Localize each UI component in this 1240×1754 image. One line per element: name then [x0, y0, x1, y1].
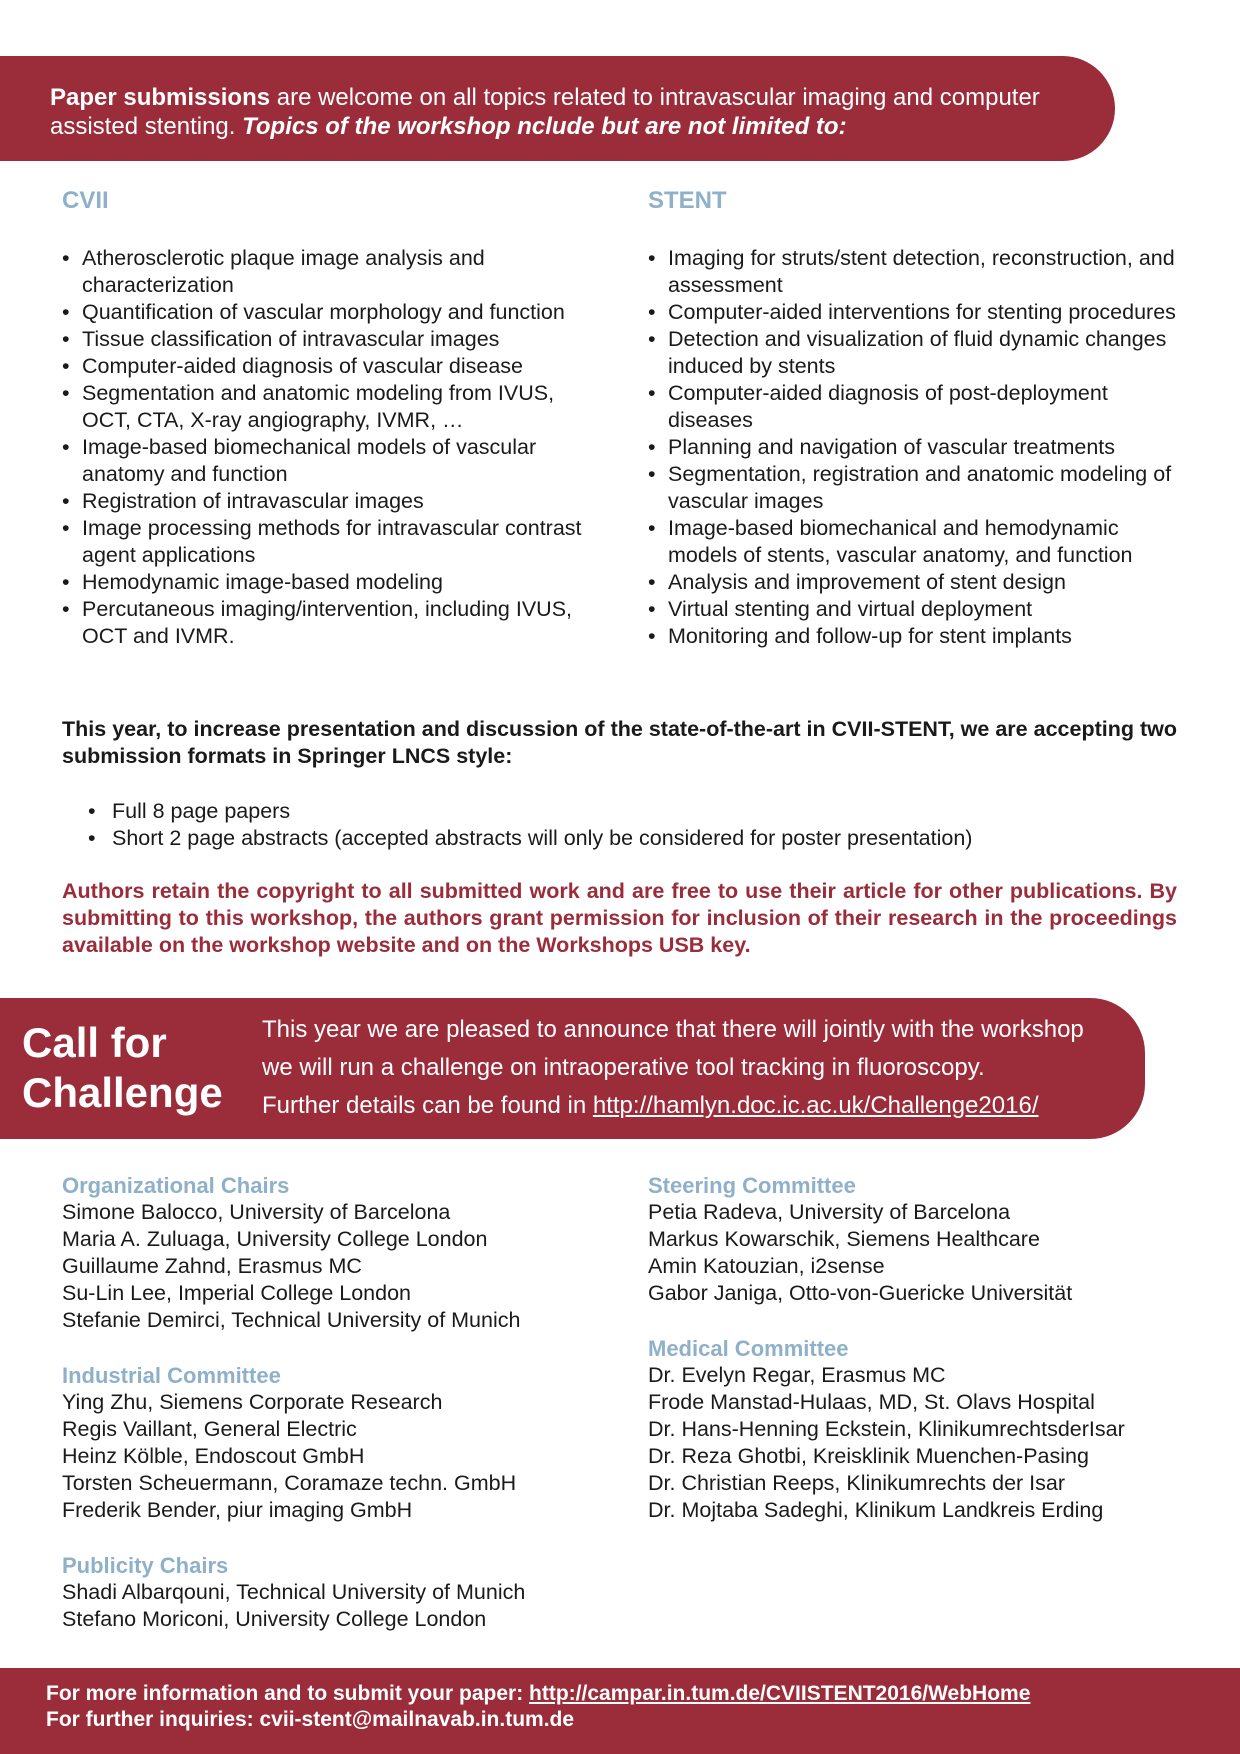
bullet-icon: •: [648, 435, 656, 459]
committee-member: Simone Balocco, University of Barcelona: [62, 1200, 451, 1224]
challenge-line3: [262, 1087, 1084, 1125]
committee-member: Guillaume Zahnd, Erasmus MC: [62, 1254, 362, 1278]
committee-member: Stefanie Demirci, Technical University of Munich: [62, 1308, 521, 1332]
organizational-chairs-heading: Organizational Chairs: [62, 1173, 290, 1198]
intro-text: [50, 83, 1090, 141]
stent-topic-text: Image-based biomechanical and hemodynamic models of stents, vascular anatomy, and function: [668, 516, 1133, 567]
stent-topic-text: Detection and visualization of fluid dynamic changes induced by stents: [668, 327, 1167, 378]
committee-member: Su-Lin Lee, Imperial College London: [62, 1281, 412, 1305]
cvii-topic-text: Tissue classification of intravascular images: [82, 327, 500, 351]
stent-topic-text: Computer-aided interventions for stenting procedures: [668, 300, 1176, 324]
cvii-topic-text: Computer-aided diagnosis of vascular disease: [82, 354, 523, 378]
challenge-text: [262, 1011, 1084, 1125]
publicity-chairs-members: [62, 1579, 622, 1633]
footer-line1-prefix: For more information and to submit your paper:: [46, 1682, 530, 1705]
cvii-topic: [62, 326, 602, 353]
committee-member: Maria A. Zuluaga, University College London: [62, 1227, 488, 1251]
stent-column: [648, 187, 1188, 650]
stent-topic-text: Segmentation, registration and anatomic modeling of vascular images: [668, 462, 1172, 513]
bullet-icon: •: [648, 381, 656, 405]
footer-inquiries: For further inquiries: cvii-stent@mailnavab.in.tum.de: [46, 1708, 575, 1731]
cvii-topic: [62, 596, 602, 650]
cvii-topic-text: Segmentation and anatomic modeling from IVUS, OCT, CTA, X-ray angiography, IVMR, …: [82, 381, 555, 432]
cvii-topic-text: Registration of intravascular images: [82, 489, 424, 513]
stent-topic: [648, 596, 1188, 623]
cvii-topic: [62, 353, 602, 380]
industrial-committee-members: [62, 1389, 622, 1524]
challenge-link[interactable]: http://hamlyn.doc.ic.ac.uk/Challenge2016/: [592, 1092, 1039, 1119]
cvii-topic: [62, 488, 602, 515]
committee-member: Dr. Hans-Henning Eckstein, KlinikumrechtsderIsar: [648, 1417, 1125, 1441]
challenge-title: [22, 1018, 223, 1118]
format-item-text: Short 2 page abstracts (accepted abstracts will only be considered for poster presentation): [112, 826, 973, 850]
stent-topic-text: Computer-aided diagnosis of post-deployment diseases: [668, 381, 1108, 432]
cvii-topic: [62, 434, 602, 488]
steering-committee-heading: Steering Committee: [648, 1173, 856, 1198]
cvii-topic-text: Quantification of vascular morphology and function: [82, 300, 565, 324]
publicity-chairs: [62, 1552, 622, 1633]
medical-committee-heading: Medical Committee: [648, 1336, 849, 1361]
bullet-icon: •: [62, 597, 70, 621]
challenge-banner: [0, 998, 1145, 1139]
bullet-icon: •: [648, 570, 656, 594]
committee-member: Markus Kowarschik, Siemens Healthcare: [648, 1227, 1040, 1251]
bullet-icon: •: [62, 327, 70, 351]
bullet-icon: •: [62, 570, 70, 594]
cvii-topic-list: [62, 245, 602, 650]
cvii-topic: [62, 380, 602, 434]
committee-member: Dr. Evelyn Regar, Erasmus MC: [648, 1363, 946, 1387]
stent-topic-text: Monitoring and follow-up for stent implants: [668, 624, 1072, 648]
bullet-icon: •: [648, 624, 656, 648]
cvii-topic: [62, 245, 602, 299]
stent-topic: [648, 434, 1188, 461]
cvii-topic: [62, 299, 602, 326]
bullet-icon: •: [62, 489, 70, 513]
cvii-heading: CVII: [62, 187, 109, 214]
industrial-committee: [62, 1362, 622, 1524]
committee-member: Dr. Christian Reeps, Klinikumrechts der Isar: [648, 1471, 1066, 1495]
bullet-icon: •: [648, 246, 656, 270]
committee-member: Ying Zhu, Siemens Corporate Research: [62, 1390, 443, 1414]
committee-member: Shadi Albarqouni, Technical University of Munich: [62, 1580, 526, 1604]
cvii-column: [62, 187, 602, 650]
stent-topic: [648, 461, 1188, 515]
footer-website-link[interactable]: http://campar.in.tum.de/CVIISTENT2016/WebHome: [529, 1682, 1031, 1705]
committee-member: Frederik Bender, piur imaging GmbH: [62, 1498, 413, 1522]
stent-topic-text: Analysis and improvement of stent design: [668, 570, 1066, 594]
committee-member: Gabor Janiga, Otto-von-Guericke Universität: [648, 1281, 1073, 1305]
committee-member: Torsten Scheuermann, Coramaze techn. GmbH: [62, 1471, 517, 1495]
organizational-chairs-members: [62, 1199, 622, 1334]
challenge-line3-prefix: Further details can be found in: [262, 1092, 593, 1119]
organizational-chairs: [62, 1172, 622, 1334]
steering-committee: [648, 1172, 1208, 1307]
bullet-icon: •: [648, 300, 656, 324]
bullet-icon: •: [62, 246, 70, 270]
stent-topic: [648, 245, 1188, 299]
bullet-icon: •: [62, 381, 70, 405]
stent-topic: [648, 623, 1188, 650]
challenge-title-line2: Challenge: [22, 1069, 223, 1116]
committee-member: Stefano Moriconi, University College London: [62, 1607, 487, 1631]
stent-topic: [648, 380, 1188, 434]
committee-member: Dr. Mojtaba Sadeghi, Klinikum Landkreis Erding: [648, 1498, 1104, 1522]
stent-topic: [648, 569, 1188, 596]
stent-topic: [648, 299, 1188, 326]
stent-topic-text: Planning and navigation of vascular treatments: [668, 435, 1115, 459]
format-item: [88, 798, 972, 825]
challenge-title-line1: Call for: [22, 1019, 167, 1066]
medical-committee-members: [648, 1362, 1208, 1524]
committee-member: Heinz Kölble, Endoscout GmbH: [62, 1444, 365, 1468]
stent-topic: [648, 326, 1188, 380]
stent-topic-text: Virtual stenting and virtual deployment: [668, 597, 1033, 621]
committee-member: Petia Radeva, University of Barcelona: [648, 1200, 1011, 1224]
formats-intro: This year, to increase presentation and discussion of the state-of-the-art in CVII-STENT, we are accepting two submission formats in Springer LNCS style:: [62, 717, 1177, 768]
committee-member: Dr. Reza Ghotbi, Kreisklinik Muenchen-Pasing: [648, 1444, 1089, 1468]
cvii-topic-text: Hemodynamic image-based modeling: [82, 570, 443, 594]
cvii-topic: [62, 569, 602, 596]
cvii-topic-text: Image-based biomechanical models of vascular anatomy and function: [82, 435, 537, 486]
steering-committee-members: [648, 1199, 1208, 1307]
stent-topic-text: Imaging for struts/stent detection, reconstruction, and assessment: [668, 246, 1175, 297]
bullet-icon: •: [88, 799, 96, 823]
cvii-topic-text: Image processing methods for intravascular contrast agent applications: [82, 516, 582, 567]
formats-list: [88, 798, 972, 852]
cvii-topic-text: Percutaneous imaging/intervention, including IVUS, OCT and IVMR.: [82, 597, 573, 648]
intro-bold-lead: Paper submissions: [50, 84, 271, 111]
bullet-icon: •: [62, 354, 70, 378]
committee-member: Frode Manstad-Hulaas, MD, St. Olavs Hospital: [648, 1390, 1095, 1414]
publicity-chairs-heading: Publicity Chairs: [62, 1553, 229, 1578]
bullet-icon: •: [62, 516, 70, 540]
footer-text: [46, 1681, 1030, 1733]
bullet-icon: •: [648, 516, 656, 540]
bullet-icon: •: [62, 435, 70, 459]
footer-banner: [0, 1668, 1240, 1754]
medical-committee: [648, 1335, 1208, 1524]
bullet-icon: •: [648, 597, 656, 621]
format-item: [88, 825, 972, 852]
stent-topic-list: [648, 245, 1188, 650]
bullet-icon: •: [648, 462, 656, 486]
cvii-topic-text: Atherosclerotic plaque image analysis and characterization: [82, 246, 485, 297]
intro-body: are welcome on all topics related to intravascular imaging and computer assisted stenting.: [50, 84, 1040, 140]
bullet-icon: •: [62, 300, 70, 324]
bullet-icon: •: [648, 327, 656, 351]
footer-line1: [46, 1681, 1030, 1707]
stent-heading: STENT: [648, 187, 727, 214]
intro-italic-tail: Topics of the workshop nclude but are not limited to:: [242, 113, 847, 140]
cvii-topic: [62, 515, 602, 569]
committee-member: Amin Katouzian, i2sense: [648, 1254, 885, 1278]
bullet-icon: •: [88, 826, 96, 850]
challenge-line1: This year we are pleased to announce that there will jointly with the workshop: [262, 1016, 1084, 1043]
committee-member: Regis Vaillant, General Electric: [62, 1417, 357, 1441]
copyright-notice: Authors retain the copyright to all submitted work and are free to use their article for other publications. By submitting to this workshop, the authors grant permission for inclusion of their research in the proceedings available on the workshop website and on the Workshops USB key.: [62, 879, 1177, 957]
industrial-committee-heading: Industrial Committee: [62, 1363, 281, 1388]
intro-banner: [0, 56, 1115, 161]
challenge-line2: we will run a challenge on intraoperative tool tracking in fluoroscopy.: [262, 1054, 985, 1081]
stent-topic: [648, 515, 1188, 569]
format-item-text: Full 8 page papers: [112, 799, 291, 823]
